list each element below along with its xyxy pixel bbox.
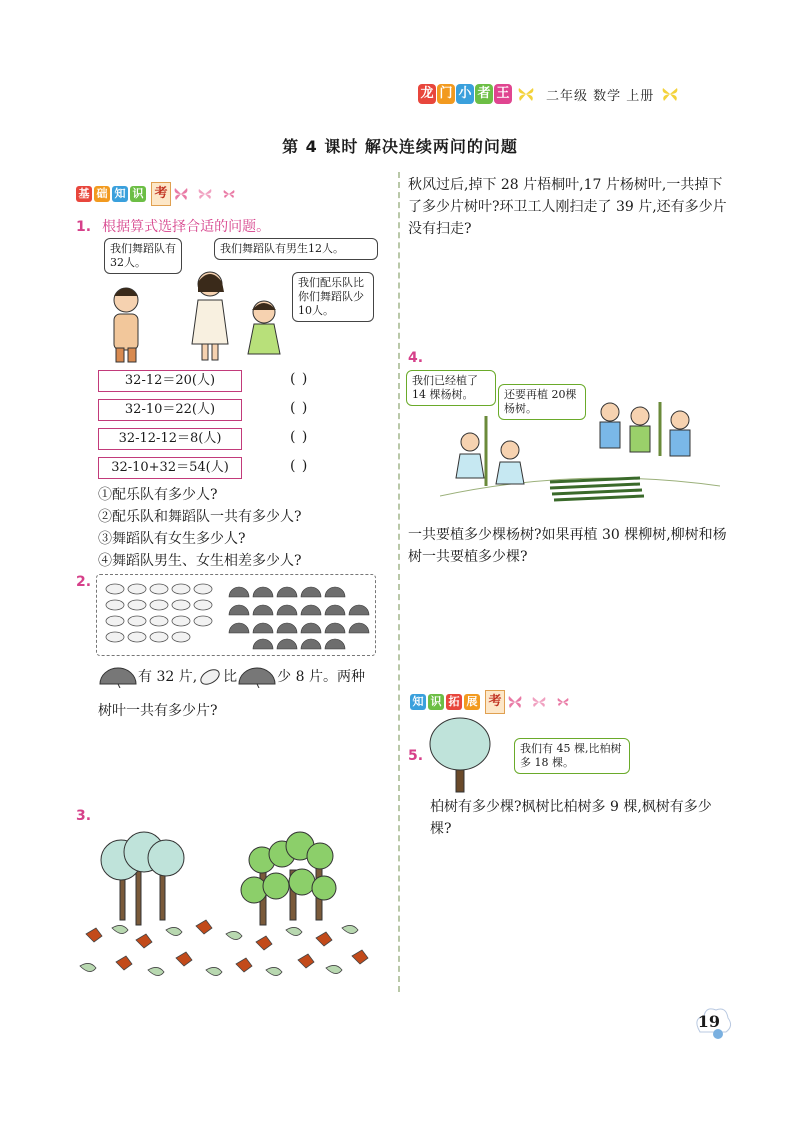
badge-char: 知 — [112, 186, 128, 202]
q2-line2: 树叶一共有多少片? — [98, 703, 218, 719]
speech-bubble: 还要再植 20棵杨树。 — [498, 384, 586, 420]
speech-bubble: 我们舞蹈队有男生12人。 — [214, 238, 378, 260]
badge-char: 拓 — [446, 694, 462, 710]
leaves-box — [96, 574, 376, 656]
ginkgo-leaf-icon — [98, 666, 138, 688]
equation-box: 32-10＝22(人) — [98, 399, 242, 421]
page-number-text: 19 — [697, 1012, 720, 1031]
brand-subtitle: 二年级 数学 上册 — [546, 88, 655, 104]
badge-char: 基 — [76, 186, 92, 202]
option-item: ④舞蹈队男生、女生相差多少人? — [98, 553, 302, 569]
leaves-illustration — [97, 575, 375, 655]
kao-tag: 考 — [485, 690, 505, 714]
answer-blank[interactable]: ( ) — [290, 458, 309, 474]
speech-bubble: 我们配乐队比你们舞蹈队少10人。 — [292, 272, 374, 322]
maple-tree-icon — [426, 716, 496, 794]
brand-char: 小 — [456, 84, 474, 104]
equation-box: 32-12-12＝8(人) — [98, 428, 242, 450]
q1-options — [98, 484, 302, 572]
butterfly-icon — [516, 85, 536, 103]
question-title: 根据算式选择合适的问题。 — [102, 219, 271, 235]
badge-char: 知 — [410, 694, 426, 710]
option-item: ③舞蹈队有女生多少人? — [98, 531, 246, 547]
ginkgo-leaf-icon — [237, 666, 277, 688]
question-number: 3. — [76, 808, 92, 824]
answer-blank[interactable]: ( ) — [290, 400, 309, 416]
header-brand — [418, 82, 680, 106]
q2-text-a: 有 32 片, — [138, 669, 198, 685]
q2-line1 — [98, 666, 365, 688]
q2-text-c: 少 8 片。两种 — [277, 669, 365, 685]
section-badge-extension — [410, 690, 577, 714]
children-illustration — [104, 262, 304, 364]
brand-char: 王 — [494, 84, 512, 104]
brand-logo — [418, 84, 512, 104]
question-number: 1. — [76, 219, 92, 235]
section-badge-basic — [76, 182, 243, 206]
option-item: ②配乐队和舞蹈队一共有多少人? — [98, 509, 302, 525]
brand-char: 者 — [475, 84, 493, 104]
badge-char: 展 — [464, 694, 480, 710]
equation-box: 32-12＝20(人) — [98, 370, 242, 392]
question-number: 2. — [76, 574, 92, 590]
q1-heading — [76, 216, 270, 236]
speech-bubble: 我们已经植了14 棵杨树。 — [406, 370, 496, 406]
column-divider — [398, 172, 400, 992]
speech-bubble: 我们有 45 棵,比柏树多 18 棵。 — [514, 738, 630, 774]
autumn-trees-illustration — [76, 830, 376, 990]
q4-text: 一共要植多少棵杨树?如果再植 30 棵柳树,柳树和杨树一共要植多少棵? — [408, 527, 727, 565]
q5-text: 柏树有多少棵?枫树比柏树多 9 棵,枫树有多少棵? — [430, 799, 712, 837]
brand-char: 龙 — [418, 84, 436, 104]
badge-char: 础 — [94, 186, 110, 202]
speech-bubble: 我们舞蹈队有32人。 — [104, 238, 182, 274]
tree-planting-illustration — [440, 396, 720, 508]
q3-text: 秋风过后,掉下 28 片梧桐叶,17 片杨树叶,一共掉下了多少片树叶?环卫工人刚扫走了 39 片,还有多少片没有扫走? — [408, 177, 727, 237]
lesson-title: 第 4 课时 解决连续两问的问题 — [282, 137, 518, 156]
answer-blank[interactable]: ( ) — [290, 429, 309, 445]
option-item: ①配乐队有多少人? — [98, 487, 218, 503]
page-number — [698, 1012, 720, 1031]
question-number: 5. — [408, 748, 424, 764]
butterflies-icon — [507, 694, 577, 710]
question-number: 4. — [408, 350, 424, 366]
butterflies-icon — [173, 186, 243, 202]
badge-char: 识 — [428, 694, 444, 710]
brand-char: 门 — [437, 84, 455, 104]
poplar-leaf-icon — [197, 666, 223, 688]
kao-tag: 考 — [151, 182, 171, 206]
badge-char: 识 — [130, 186, 146, 202]
butterfly-icon — [660, 85, 680, 103]
q2-text-b: 比 — [223, 669, 238, 685]
answer-blank[interactable]: ( ) — [290, 371, 309, 387]
equation-box: 32-10+32＝54(人) — [98, 457, 242, 479]
